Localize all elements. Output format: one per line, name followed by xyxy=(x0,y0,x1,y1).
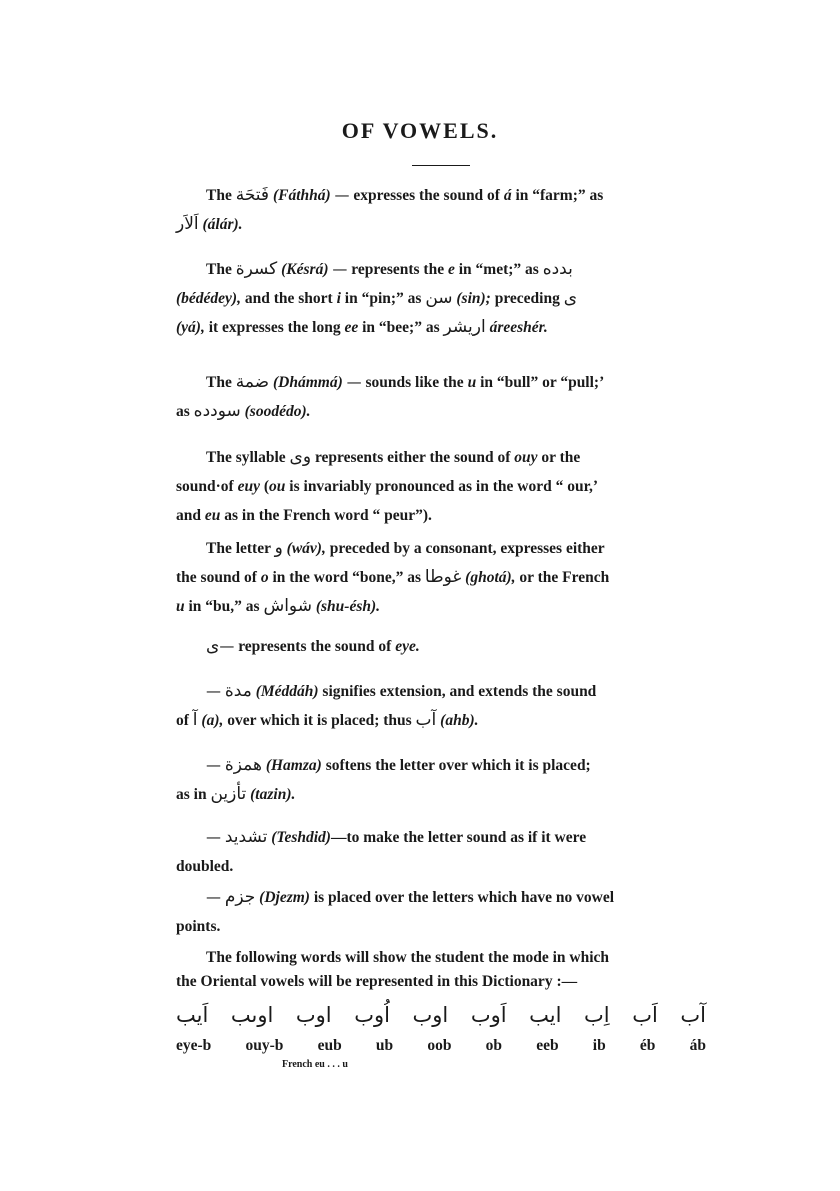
example-arabic: تأزين xyxy=(210,784,247,804)
text: as in xyxy=(176,786,207,803)
example-arabic: ى xyxy=(563,288,578,308)
letter: e xyxy=(447,261,455,278)
term-name: (Méddáh) xyxy=(255,683,319,700)
text: expresses the sound of xyxy=(353,187,500,204)
text: ( xyxy=(263,478,270,495)
letter: eye. xyxy=(395,638,420,655)
text: of xyxy=(176,712,189,729)
example-word-arabic: اوىب xyxy=(230,1003,274,1027)
lead-word: The xyxy=(206,261,232,278)
paragraph-syllable xyxy=(176,443,706,530)
example-word-arabic: اَوب xyxy=(470,1003,507,1027)
text: as in the French word “ peur”). xyxy=(224,507,432,524)
example-word-translit: eub xyxy=(317,1037,342,1054)
text: represents the sound of xyxy=(238,638,392,655)
example-translit: (shu-ésh). xyxy=(315,598,381,615)
example-word-translit: áb xyxy=(689,1037,706,1054)
example-arabic: اَلاَر xyxy=(176,214,199,234)
example-arabic: آب xyxy=(415,710,437,730)
vowel-mark: — xyxy=(206,756,221,774)
letter: euy xyxy=(237,478,260,495)
text: sounds like the xyxy=(365,374,464,391)
example-translit: (álár). xyxy=(202,216,243,233)
letter: o xyxy=(260,569,269,586)
letter: á xyxy=(503,187,512,204)
text: or the French xyxy=(519,569,610,586)
text: in “bu,” as xyxy=(188,598,260,615)
example-translit-row xyxy=(176,1037,706,1055)
text: or the xyxy=(541,449,581,466)
footnote: French eu . . . u xyxy=(282,1059,348,1070)
arabic-term: جزم xyxy=(224,887,256,907)
paragraph-following xyxy=(176,946,706,994)
example-arabic: شواش xyxy=(263,596,312,616)
paragraph-fathha xyxy=(176,181,706,239)
example-word-translit: ib xyxy=(592,1037,606,1054)
text: in “met;” as xyxy=(458,261,539,278)
term-name: (Teshdid) xyxy=(271,829,331,846)
paragraph-kesra xyxy=(176,255,706,342)
example-translit: (ahb). xyxy=(440,712,479,729)
term-name: (wáv), xyxy=(286,540,326,557)
text: it expresses the long xyxy=(208,319,341,336)
text: represents either the sound of xyxy=(314,449,511,466)
lead-word: The xyxy=(206,187,232,204)
text: The following words will show the student the mode in which xyxy=(206,949,610,966)
term-name: (Hamza) xyxy=(265,757,322,774)
text: and the short xyxy=(244,290,333,307)
example-translit: (tazin). xyxy=(250,786,296,803)
text: the Oriental vowels will be represented in this Dictionary :— xyxy=(176,973,578,990)
example-word-arabic: اَيب xyxy=(176,1003,209,1027)
arabic-term: كسرة xyxy=(235,259,278,279)
arabic-term: ضمة xyxy=(235,372,270,392)
vowel-mark: — xyxy=(334,186,350,204)
term-name: (Késrá) xyxy=(281,261,329,278)
example-word-arabic: اِب xyxy=(584,1003,610,1027)
example-word-arabic: اوب xyxy=(412,1003,449,1027)
text: in “bull” or “pull;’ xyxy=(480,374,605,391)
text: The letter xyxy=(206,540,271,557)
text: in “farm;” as xyxy=(515,187,604,204)
letter: ou xyxy=(269,478,286,495)
example-translit: (sin); xyxy=(456,290,491,307)
vowel-mark: — xyxy=(206,682,221,700)
arabic-term: آ xyxy=(192,710,198,730)
lead-word: The xyxy=(206,374,232,391)
term-name: (Dhámmá) xyxy=(272,374,343,391)
paragraph-dhamma xyxy=(176,368,706,426)
example-word-translit: éb xyxy=(639,1037,656,1054)
example-word-translit: ouy-b xyxy=(245,1037,284,1054)
example-arabic: اريشر xyxy=(443,317,486,337)
example-arabic: غوطا xyxy=(424,567,462,587)
term-name: (Djezm) xyxy=(259,889,310,906)
example-arabic: بدده xyxy=(542,259,573,279)
example-translit: áreeshér. xyxy=(489,319,548,336)
vowel-mark: — xyxy=(219,637,235,655)
letter: i xyxy=(336,290,341,307)
arabic-term: ى xyxy=(206,636,220,656)
text: and xyxy=(176,507,201,524)
text: softens the letter over which it is placed; xyxy=(325,757,591,774)
paragraph-medda xyxy=(176,677,706,735)
text: in “pin;” as xyxy=(344,290,422,307)
text: in the word “bone,” as xyxy=(272,569,422,586)
example-arabic-row xyxy=(176,1003,706,1027)
letter: ee xyxy=(344,319,359,336)
example-translit: (yá), xyxy=(176,319,205,336)
title-divider xyxy=(412,165,470,166)
paragraph-hamza xyxy=(176,751,706,809)
text: doubled. xyxy=(176,858,234,875)
text: signifies extension, and extends the sound xyxy=(322,683,597,700)
text: —to make the letter sound as if it were xyxy=(330,829,587,846)
paragraph-teshdid xyxy=(176,823,706,881)
text: preceding xyxy=(494,290,560,307)
term-name: (Fáthhá) xyxy=(272,187,331,204)
example-word-arabic: اَب xyxy=(632,1003,658,1027)
example-word-arabic: آب xyxy=(680,1003,706,1027)
letter: eu xyxy=(204,507,221,524)
example-word-translit: oob xyxy=(427,1037,452,1054)
vowel-mark: — xyxy=(346,373,362,391)
text: preceded by a consonant, expresses either xyxy=(329,540,605,557)
text: is placed over the letters which have no vowel xyxy=(313,889,615,906)
text: represents the xyxy=(351,261,445,278)
example-word-translit: ub xyxy=(375,1037,394,1054)
arabic-term: و xyxy=(274,538,283,558)
letter: (a), xyxy=(201,712,224,729)
example-word-translit: eye-b xyxy=(176,1037,212,1054)
text: as xyxy=(176,403,190,420)
vowel-mark: — xyxy=(206,888,221,906)
example-translit: (bédédey), xyxy=(176,290,241,307)
example-arabic: سودده xyxy=(193,401,241,421)
example-word-arabic: ايب xyxy=(529,1003,562,1027)
page-title: OF VOWELS. xyxy=(341,118,499,143)
arabic-term: همزة xyxy=(224,755,262,775)
text: over which it is placed; thus xyxy=(227,712,412,729)
letter: u xyxy=(467,374,477,391)
example-word-translit: ob xyxy=(485,1037,503,1054)
example-translit: (ghotá), xyxy=(465,569,516,586)
paragraph-eye xyxy=(176,632,706,661)
paragraph-djezm xyxy=(176,883,706,941)
text: points. xyxy=(176,918,221,935)
arabic-term: مدة xyxy=(224,681,252,701)
letter: u xyxy=(176,598,185,615)
example-arabic: سن xyxy=(425,288,453,308)
text: is invariably pronounced as in the word “ our,’ xyxy=(289,478,599,495)
vowel-mark: — xyxy=(332,260,348,278)
example-word-arabic: اوب xyxy=(295,1003,332,1027)
vowel-mark: — xyxy=(206,828,221,846)
example-translit: (soodédo). xyxy=(244,403,311,420)
text: in “bee;” as xyxy=(362,319,440,336)
paragraph-waw xyxy=(176,534,706,621)
example-word-arabic: اُوب xyxy=(354,1003,390,1027)
letter: ouy xyxy=(514,449,538,466)
text: The syllable xyxy=(206,449,286,466)
arabic-term: وى xyxy=(289,447,312,467)
text: sound·of xyxy=(176,478,234,495)
arabic-term: فَتحَة xyxy=(235,185,270,205)
example-word-translit: eeb xyxy=(536,1037,559,1054)
text: the sound of xyxy=(176,569,257,586)
arabic-term: تشديد xyxy=(224,827,268,847)
